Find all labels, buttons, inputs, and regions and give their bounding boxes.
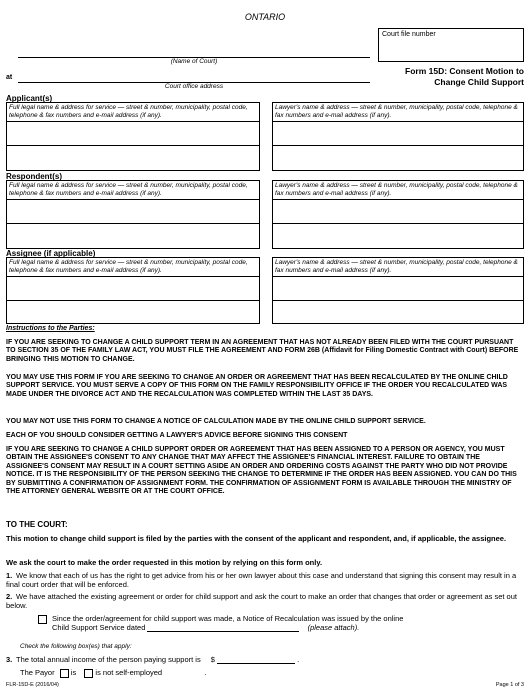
assignee-lawyer-caption: Lawyer's name & address — street & number, municipality, postal code, telephone & fax numbers and e-mail address (if any). bbox=[273, 258, 523, 277]
respondent-heading: Respondent(s) bbox=[6, 172, 62, 181]
assignee-heading: Assignee (if applicable) bbox=[6, 249, 96, 258]
item-3-number: 3. bbox=[6, 655, 13, 664]
item-2-number: 2. bbox=[6, 592, 13, 601]
instruction-para-1: IF YOU ARE SEEKING TO CHANGE A CHILD SUPPORT TERM IN AN AGREEMENT THAT HAS NOT ALREADY BEEN FILED WITH THE COURT PURSUANT TO SECTION 35 OF THE FAMILY LAW ACT, YOU MUST FILE THE AGREEMENT AND FORM 26B (Affidavit for Filing Domestic Contract with Court) BEFORE BRINGING THIS MOTION TO CHANGE. bbox=[6, 339, 519, 363]
court-file-number-field[interactable] bbox=[378, 28, 524, 62]
assignee-lawyer-line[interactable] bbox=[273, 277, 523, 301]
respondent-lawyer-box[interactable] bbox=[272, 180, 524, 249]
at-label: at bbox=[6, 74, 13, 81]
assignee-lawyer-box[interactable] bbox=[272, 257, 524, 324]
instruction-para-3: YOU MAY NOT USE THIS FORM TO CHANGE A NOTICE OF CALCULATION MADE BY THE ONLINE CHILD SUPPORT SERVICE. bbox=[6, 418, 426, 425]
item-1 bbox=[6, 571, 524, 589]
recalculation-text: Since the order/agreement for child support was made, a Notice of Recalculation was issued by the online Child Support Service dated (please attach). bbox=[52, 614, 404, 632]
item-3-text: The total annual income of the person paying support is bbox=[16, 655, 201, 664]
province-heading: ONTARIO bbox=[244, 12, 286, 22]
item-1-number: 1. bbox=[6, 571, 13, 580]
payor-period: . bbox=[204, 668, 207, 677]
to-the-court-heading: TO THE COURT: bbox=[6, 520, 68, 529]
instruction-para-2: YOU MAY USE THIS FORM IF YOU ARE SEEKING TO CHANGE AN ORDER OR AGREEMENT THAT HAS BEEN RECALCULATED BY THE ONLINE CHILD SUPPORT SERVICE. YOU MUST SERVE A COPY OF THIS FORM ON THE FAMILY RESPONSIBILITY OFFICE IF THE ORDER YOU RECALCULATED WAS MADE UNDER THE DIVORCE ACT AND THE RECALCULATION WAS COMPLETED WITHIN THE LAST 35 DAYS. bbox=[6, 374, 508, 398]
respondent-lawyer-line[interactable] bbox=[273, 200, 523, 224]
form-title: Form 15D: Consent Motion to Change Child Support bbox=[405, 66, 524, 87]
ask-court-line: We ask the court to make the order requested in this motion by relying on this form only. bbox=[6, 558, 323, 567]
assignee-line[interactable] bbox=[7, 277, 259, 301]
name-of-court-caption: (Name of Court) bbox=[170, 58, 218, 65]
dollar-sign: $ bbox=[210, 655, 215, 664]
instruction-para-5: IF YOU ARE SEEKING TO CHANGE A CHILD SUPPORT ORDER OR AGREEMENT THAT HAS BEEN ASSIGNED TO A PERSON OR AGENCY, YOU MUST OBTAIN THE ASSIGNEE'S CONSENT TO ANY CHANGE THAT MAY AFFECT THE ASSIGNEE'S FINANCIAL INTEREST. FAILURE TO OBTAIN THE ASSIGNEE'S CONSENT MAY RESULT IN A COURT SETTING ASIDE AN ORDER AND ORDERING COSTS AGAINST THE PARTY WHO DID NOT PROVIDE NOTICE. IT IS THE RESPONSIBILITY OF THE PERSON SEEKING THE CHANGE TO DETERMINE IF THE ORDER HAS BEEN ASSIGNED. YOU CAN DO THIS BY SUBMITTING A CONFIRMATION OF ASSIGNMENT FORM. THE CONFIRMATION OF ASSIGNMENT FORM IS AVAILABLE THROUGH THE MINISTRY OF THE ATTORNEY GENERAL WEBSITE OR AT THE COURT OFFICE. bbox=[6, 446, 517, 496]
form-code: FLR-15D-E (2016/04) bbox=[6, 682, 59, 688]
payor-label: The Payor bbox=[20, 668, 55, 677]
court-office-caption: Court office address bbox=[164, 83, 224, 90]
item-2 bbox=[6, 592, 524, 610]
payor-self-employed-row bbox=[20, 668, 420, 678]
instruction-para-4: EACH OF YOU SHOULD CONSIDER GETTING A LAWYER'S ADVICE BEFORE SIGNING THIS CONSENT bbox=[6, 432, 348, 439]
recalculation-date-field[interactable] bbox=[147, 624, 299, 632]
item-3-period: . bbox=[297, 655, 300, 664]
item-2-text: We have attached the existing agreement or order for child support and ask the court to make an order that changes that order or agreement as set out below. bbox=[6, 592, 517, 610]
respondent-lawyer-caption: Lawyer's name & address — street & number, municipality, postal code, telephone & fax numbers and e-mail address (if any). bbox=[273, 181, 523, 200]
respondent-info-box[interactable] bbox=[6, 180, 260, 249]
court-file-label: Court file number bbox=[382, 31, 436, 38]
instructions-title: Instructions to the Parties: bbox=[6, 325, 95, 332]
applicant-info-box[interactable] bbox=[6, 102, 260, 171]
applicant-heading: Applicant(s) bbox=[6, 94, 53, 103]
respondent-caption: Full legal name & address for service — street & number, municipality, postal code, telephone & fax numbers and e-mail address (if any). bbox=[7, 181, 259, 200]
payor-is-not-label: is not self-employed bbox=[95, 668, 163, 677]
assignee-info-box[interactable] bbox=[6, 257, 260, 324]
payor-is-checkbox[interactable] bbox=[60, 669, 69, 678]
assignee-caption: Full legal name & address for service — street & number, municipality, postal code, telephone & fax numbers and e-mail address (if any). bbox=[7, 258, 259, 277]
please-attach-label: (please attach). bbox=[307, 623, 360, 632]
applicant-caption: Full legal name & address for service — street & number, municipality, postal code, telephone & fax numbers and e-mail address (if any). bbox=[7, 103, 259, 122]
check-boxes-hint: Check the following box(es) that apply: bbox=[20, 643, 132, 650]
item-1-text: We know that each of us has the right to get advice from his or her own lawyer about this case and understand that signing this consent may result in a final court order that will be enforced. bbox=[6, 571, 517, 589]
payor-is-not-checkbox[interactable] bbox=[84, 669, 93, 678]
applicant-lawyer-caption: Lawyer's name & address — street & number, municipality, postal code, telephone & fax numbers and e-mail address (if any). bbox=[273, 103, 523, 122]
respondent-line[interactable] bbox=[7, 200, 259, 224]
applicant-line[interactable] bbox=[7, 122, 259, 146]
applicant-lawyer-line[interactable] bbox=[273, 122, 523, 146]
annual-income-field[interactable] bbox=[217, 656, 295, 664]
applicant-lawyer-box[interactable] bbox=[272, 102, 524, 171]
item-3 bbox=[6, 655, 524, 664]
recalculation-checkbox[interactable] bbox=[38, 615, 47, 624]
motion-intro: This motion to change child support is filed by the parties with the consent of the applicant and respondent, and, if applicable, the assignee. bbox=[6, 534, 507, 543]
payor-is-label: is bbox=[70, 668, 77, 677]
page-number: Page 1 of 3 bbox=[495, 682, 524, 688]
